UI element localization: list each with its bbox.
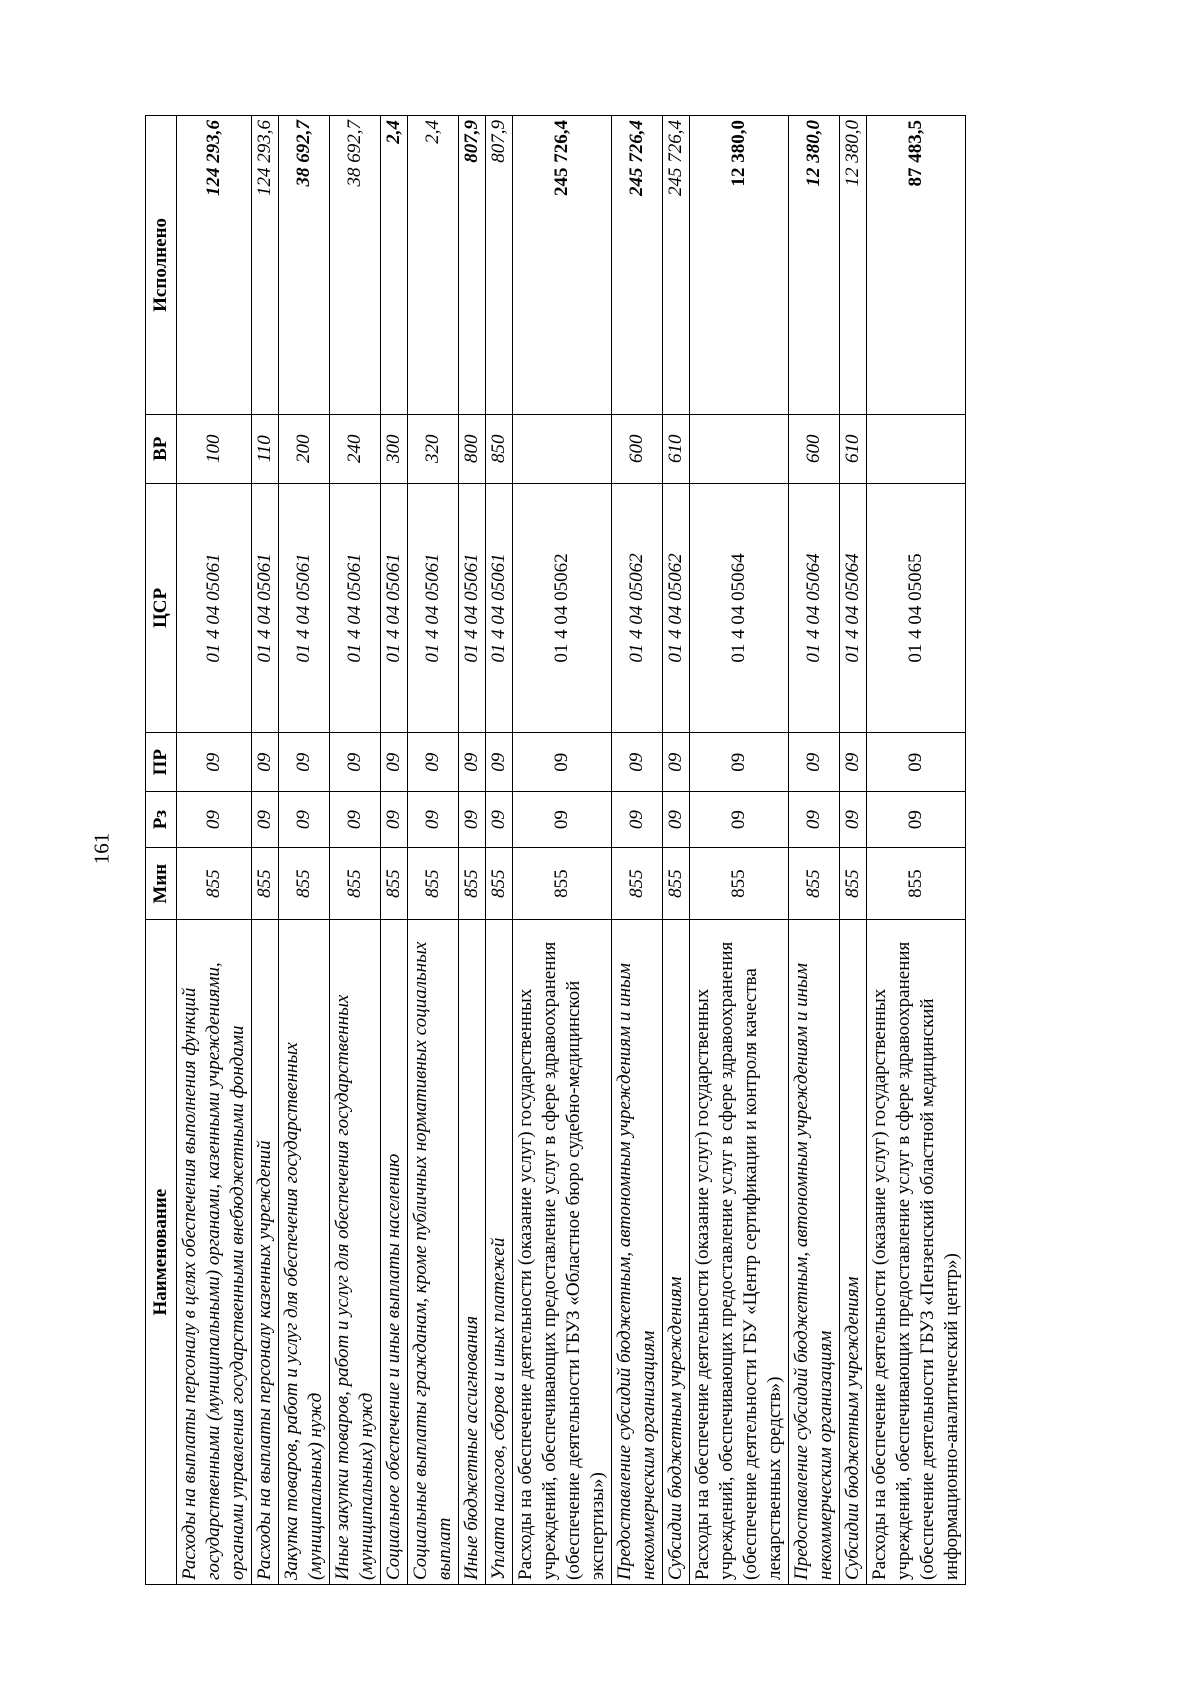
- table-body: [177, 116, 966, 1585]
- cell-csr: 01 4 04 05061: [408, 483, 459, 732]
- cell-min: 855: [513, 848, 612, 920]
- cell-pr: 09: [663, 733, 690, 792]
- header-done: Исполнено: [146, 116, 177, 415]
- cell-csr: 01 4 04 05062: [513, 483, 612, 732]
- cell-name: Закупка товаров, работ и услуг для обеспечения государственных (муниципальных) нужд: [279, 920, 330, 1585]
- cell-min: 855: [840, 848, 867, 920]
- cell-pr: 09: [840, 733, 867, 792]
- cell-done: 12 380,0: [840, 116, 867, 415]
- cell-vr: 320: [408, 414, 459, 483]
- cell-min: 855: [252, 848, 279, 920]
- cell-vr: [867, 414, 966, 483]
- cell-csr: 01 4 04 05061: [459, 483, 486, 732]
- header-vr: ВР: [146, 414, 177, 483]
- rotated-page-content: [145, 115, 1040, 1585]
- cell-min: 855: [381, 848, 408, 920]
- cell-rz: 09: [840, 792, 867, 848]
- table-row: [513, 116, 612, 1585]
- cell-csr: 01 4 04 05061: [381, 483, 408, 732]
- cell-vr: 600: [789, 414, 840, 483]
- cell-min: 855: [177, 848, 252, 920]
- header-min: Мин: [146, 848, 177, 920]
- cell-name: Расходы на обеспечение деятельности (оказание услуг) государственных учреждений, обеспечивающих предоставление услуг в сфере здравоохранения (обеспечение деятельности ГБУЗ «Областное бюро судебно-медицинской экспертизы»): [513, 920, 612, 1585]
- cell-min: 855: [486, 848, 513, 920]
- cell-name: Расходы на выплаты персоналу в целях обеспечения выполнения функций государственными (муниципальными) органами, казенными учреждениями, органами управления государственными внебюджетными фондами: [177, 920, 252, 1585]
- cell-csr: 01 4 04 05062: [612, 483, 663, 732]
- cell-done: 12 380,0: [789, 116, 840, 415]
- cell-name: Расходы на выплаты персоналу казенных учреждений: [252, 920, 279, 1585]
- table-row: [279, 116, 330, 1585]
- cell-min: 855: [279, 848, 330, 920]
- cell-csr: 01 4 04 05064: [789, 483, 840, 732]
- cell-done: 124 293,6: [252, 116, 279, 415]
- cell-rz: 09: [177, 792, 252, 848]
- cell-name: Иные закупки товаров, работ и услуг для обеспечения государственных (муниципальных) нужд: [330, 920, 381, 1585]
- cell-pr: 09: [177, 733, 252, 792]
- table-row: [789, 116, 840, 1585]
- cell-done: 38 692,7: [279, 116, 330, 415]
- table-row: [663, 116, 690, 1585]
- cell-name: Иные бюджетные ассигнования: [459, 920, 486, 1585]
- cell-name: Предоставление субсидий бюджетным, автономным учреждениям и иным некоммерческим организациям: [612, 920, 663, 1585]
- cell-csr: 01 4 04 05064: [840, 483, 867, 732]
- header-pr: ПР: [146, 733, 177, 792]
- header-name: Наименование: [146, 920, 177, 1585]
- table-row: [330, 116, 381, 1585]
- budget-execution-table: [145, 115, 966, 1585]
- cell-pr: 09: [513, 733, 612, 792]
- cell-pr: 09: [789, 733, 840, 792]
- cell-rz: 09: [252, 792, 279, 848]
- cell-min: 855: [867, 848, 966, 920]
- cell-pr: 09: [459, 733, 486, 792]
- cell-rz: 09: [279, 792, 330, 848]
- cell-csr: 01 4 04 05065: [867, 483, 966, 732]
- cell-rz: 09: [612, 792, 663, 848]
- table-row: [408, 116, 459, 1585]
- cell-vr: 200: [279, 414, 330, 483]
- cell-rz: 09: [381, 792, 408, 848]
- cell-min: 855: [330, 848, 381, 920]
- cell-done: 12 380,0: [690, 116, 789, 415]
- cell-pr: 09: [408, 733, 459, 792]
- cell-vr: 110: [252, 414, 279, 483]
- cell-csr: 01 4 04 05064: [690, 483, 789, 732]
- cell-done: 245 726,4: [612, 116, 663, 415]
- table-row: [840, 116, 867, 1585]
- cell-pr: 09: [381, 733, 408, 792]
- cell-done: 87 483,5: [867, 116, 966, 415]
- cell-pr: 09: [867, 733, 966, 792]
- table-row: [690, 116, 789, 1585]
- table-row: [252, 116, 279, 1585]
- cell-name: Уплата налогов, сборов и иных платежей: [486, 920, 513, 1585]
- cell-vr: 800: [459, 414, 486, 483]
- page-number-text: 161: [89, 832, 114, 865]
- table-row: [177, 116, 252, 1585]
- header-csr: ЦСР: [146, 483, 177, 732]
- cell-min: 855: [408, 848, 459, 920]
- cell-min: 855: [690, 848, 789, 920]
- cell-rz: 09: [408, 792, 459, 848]
- cell-done: 2,4: [381, 116, 408, 415]
- cell-rz: 09: [330, 792, 381, 848]
- cell-pr: 09: [279, 733, 330, 792]
- cell-vr: 600: [612, 414, 663, 483]
- cell-vr: 240: [330, 414, 381, 483]
- cell-name: Социальное обеспечение и иные выплаты населению: [381, 920, 408, 1585]
- cell-pr: 09: [612, 733, 663, 792]
- cell-vr: 850: [486, 414, 513, 483]
- table-row: [867, 116, 966, 1585]
- cell-done: 2,4: [408, 116, 459, 415]
- page-number: [78, 0, 126, 1697]
- cell-vr: 610: [840, 414, 867, 483]
- cell-rz: 09: [459, 792, 486, 848]
- table-row: [459, 116, 486, 1585]
- cell-vr: [513, 414, 612, 483]
- table-header-row: [146, 116, 177, 1585]
- cell-name: Субсидии бюджетным учреждениям: [840, 920, 867, 1585]
- cell-rz: 09: [867, 792, 966, 848]
- cell-done: 807,9: [459, 116, 486, 415]
- cell-rz: 09: [789, 792, 840, 848]
- header-rz: Рз: [146, 792, 177, 848]
- cell-name: Социальные выплаты гражданам, кроме публичных нормативных социальных выплат: [408, 920, 459, 1585]
- cell-rz: 09: [663, 792, 690, 848]
- cell-min: 855: [663, 848, 690, 920]
- table-row: [612, 116, 663, 1585]
- cell-done: 124 293,6: [177, 116, 252, 415]
- cell-csr: 01 4 04 05061: [330, 483, 381, 732]
- cell-name: Субсидии бюджетным учреждениям: [663, 920, 690, 1585]
- cell-done: 245 726,4: [513, 116, 612, 415]
- cell-min: 855: [459, 848, 486, 920]
- cell-name: Расходы на обеспечение деятельности (оказание услуг) государственных учреждений, обеспечивающих предоставление услуг в сфере здравоохранения (обеспечение деятельности ГБУ «Центр сертификации и контроля качества лекарственных средств»): [690, 920, 789, 1585]
- cell-rz: 09: [513, 792, 612, 848]
- cell-vr: 100: [177, 414, 252, 483]
- cell-csr: 01 4 04 05062: [663, 483, 690, 732]
- cell-pr: 09: [252, 733, 279, 792]
- cell-csr: 01 4 04 05061: [177, 483, 252, 732]
- cell-done: 38 692,7: [330, 116, 381, 415]
- cell-pr: 09: [330, 733, 381, 792]
- cell-rz: 09: [486, 792, 513, 848]
- cell-csr: 01 4 04 05061: [486, 483, 513, 732]
- cell-vr: [690, 414, 789, 483]
- cell-vr: 300: [381, 414, 408, 483]
- cell-min: 855: [612, 848, 663, 920]
- cell-rz: 09: [690, 792, 789, 848]
- cell-done: 245 726,4: [663, 116, 690, 415]
- cell-pr: 09: [690, 733, 789, 792]
- cell-vr: 610: [663, 414, 690, 483]
- cell-name: Расходы на обеспечение деятельности (оказание услуг) государственных учреждений, обеспечивающих предоставление услуг в сфере здравоохранения (обеспечение деятельности ГБУЗ «Пензенский областной медицинский информационно-аналитический центр»): [867, 920, 966, 1585]
- table-row: [381, 116, 408, 1585]
- cell-csr: 01 4 04 05061: [252, 483, 279, 732]
- cell-name: Предоставление субсидий бюджетным, автономным учреждениям и иным некоммерческим организациям: [789, 920, 840, 1585]
- cell-min: 855: [789, 848, 840, 920]
- cell-csr: 01 4 04 05061: [279, 483, 330, 732]
- table-row: [486, 116, 513, 1585]
- cell-done: 807,9: [486, 116, 513, 415]
- cell-pr: 09: [486, 733, 513, 792]
